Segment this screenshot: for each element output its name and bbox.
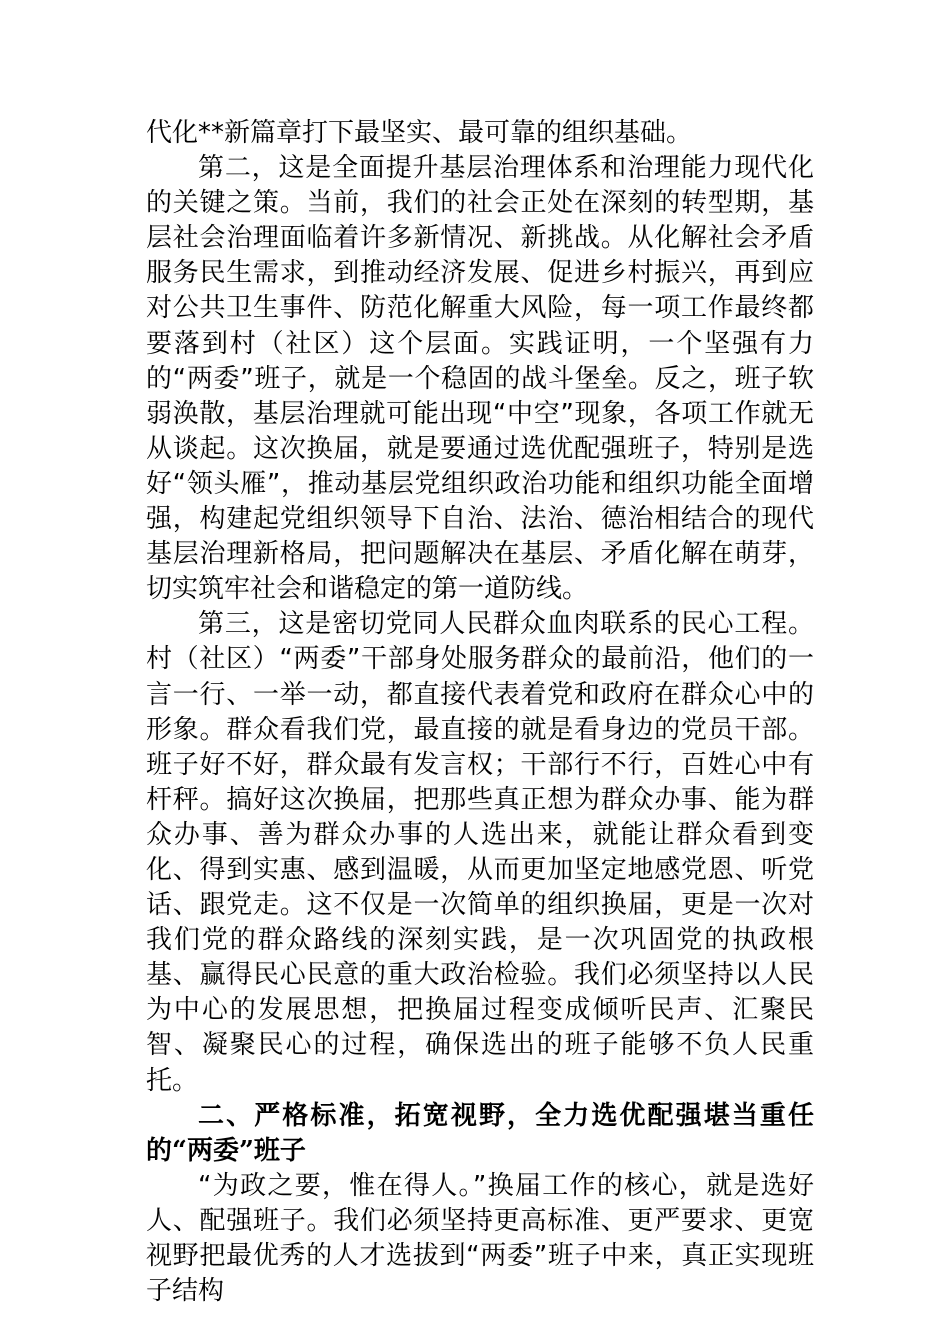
paragraph-continuation: 代化**新篇章打下最坚实、最可靠的组织基础。: [146, 118, 693, 148]
section-heading-two: 二、严格标准，拓宽视野，全力选优配强堪当重任的“两委”班子: [146, 1100, 814, 1166]
paragraph-third-point: 第三，这是密切党同人民群众血肉联系的民心工程。村（社区）“两委”干部身处服务群众的最前沿，他们的一言一行、一举一动，都直接代表着党和政府在群众心中的形象。群众看我们党，最直接的就是看身边的党员干部。班子好不好，群众最有发言权；干部行不行，百姓心中有杆秤。搞好这次换届，把那些真正想为群众办事、能为群众办事、善为群众办事的人选出来，就能让群众看到变化、得到实惠、感到温暖，从而更加坚定地感党恩、听党话、跟党走。这不仅是一次简单的组织换届，更是一次对我们党的群众路线的深刻实践，是一次巩固党的执政根基、赢得民心民意的重大政治检验。我们必须坚持以人民为中心的发展思想，把换届过程变成倾听民声、汇聚民智、凝聚民心的过程，确保选出的班子能够不负人民重托。: [146, 609, 814, 1096]
document-body: [146, 116, 814, 1309]
paragraph-section-two-intro: “为政之要，惟在得人。”换届工作的核心，就是选好人、配强班子。我们必须坚持更高标准、更严要求、更宽视野把最优秀的人才选拔到“两委”班子中来，真正实现班子结构: [146, 1170, 814, 1307]
paragraph-second-point: 第二，这是全面提升基层治理体系和治理能力现代化的关键之策。当前，我们的社会正处在深刻的转型期，基层社会治理面临着许多新情况、新挑战。从化解社会矛盾服务民生需求，到推动经济发展、促进乡村振兴，再到应对公共卫生事件、防范化解重大风险，每一项工作最终都要落到村（社区）这个层面。实践证明，一个坚强有力的“两委”班子，就是一个稳固的战斗堡垒。反之，班子软弱涣散，基层治理就可能出现“中空”现象，各项工作就无从谈起。这次换届，就是要通过选优配强班子，特别是选好“领头雁”，推动基层党组织政治功能和组织功能全面增强，构建起党组织领导下自治、法治、德治相结合的现代基层治理新格局，把问题解决在基层、矛盾化解在萌芽，切实筑牢社会和谐稳定的第一道防线。: [146, 153, 814, 605]
